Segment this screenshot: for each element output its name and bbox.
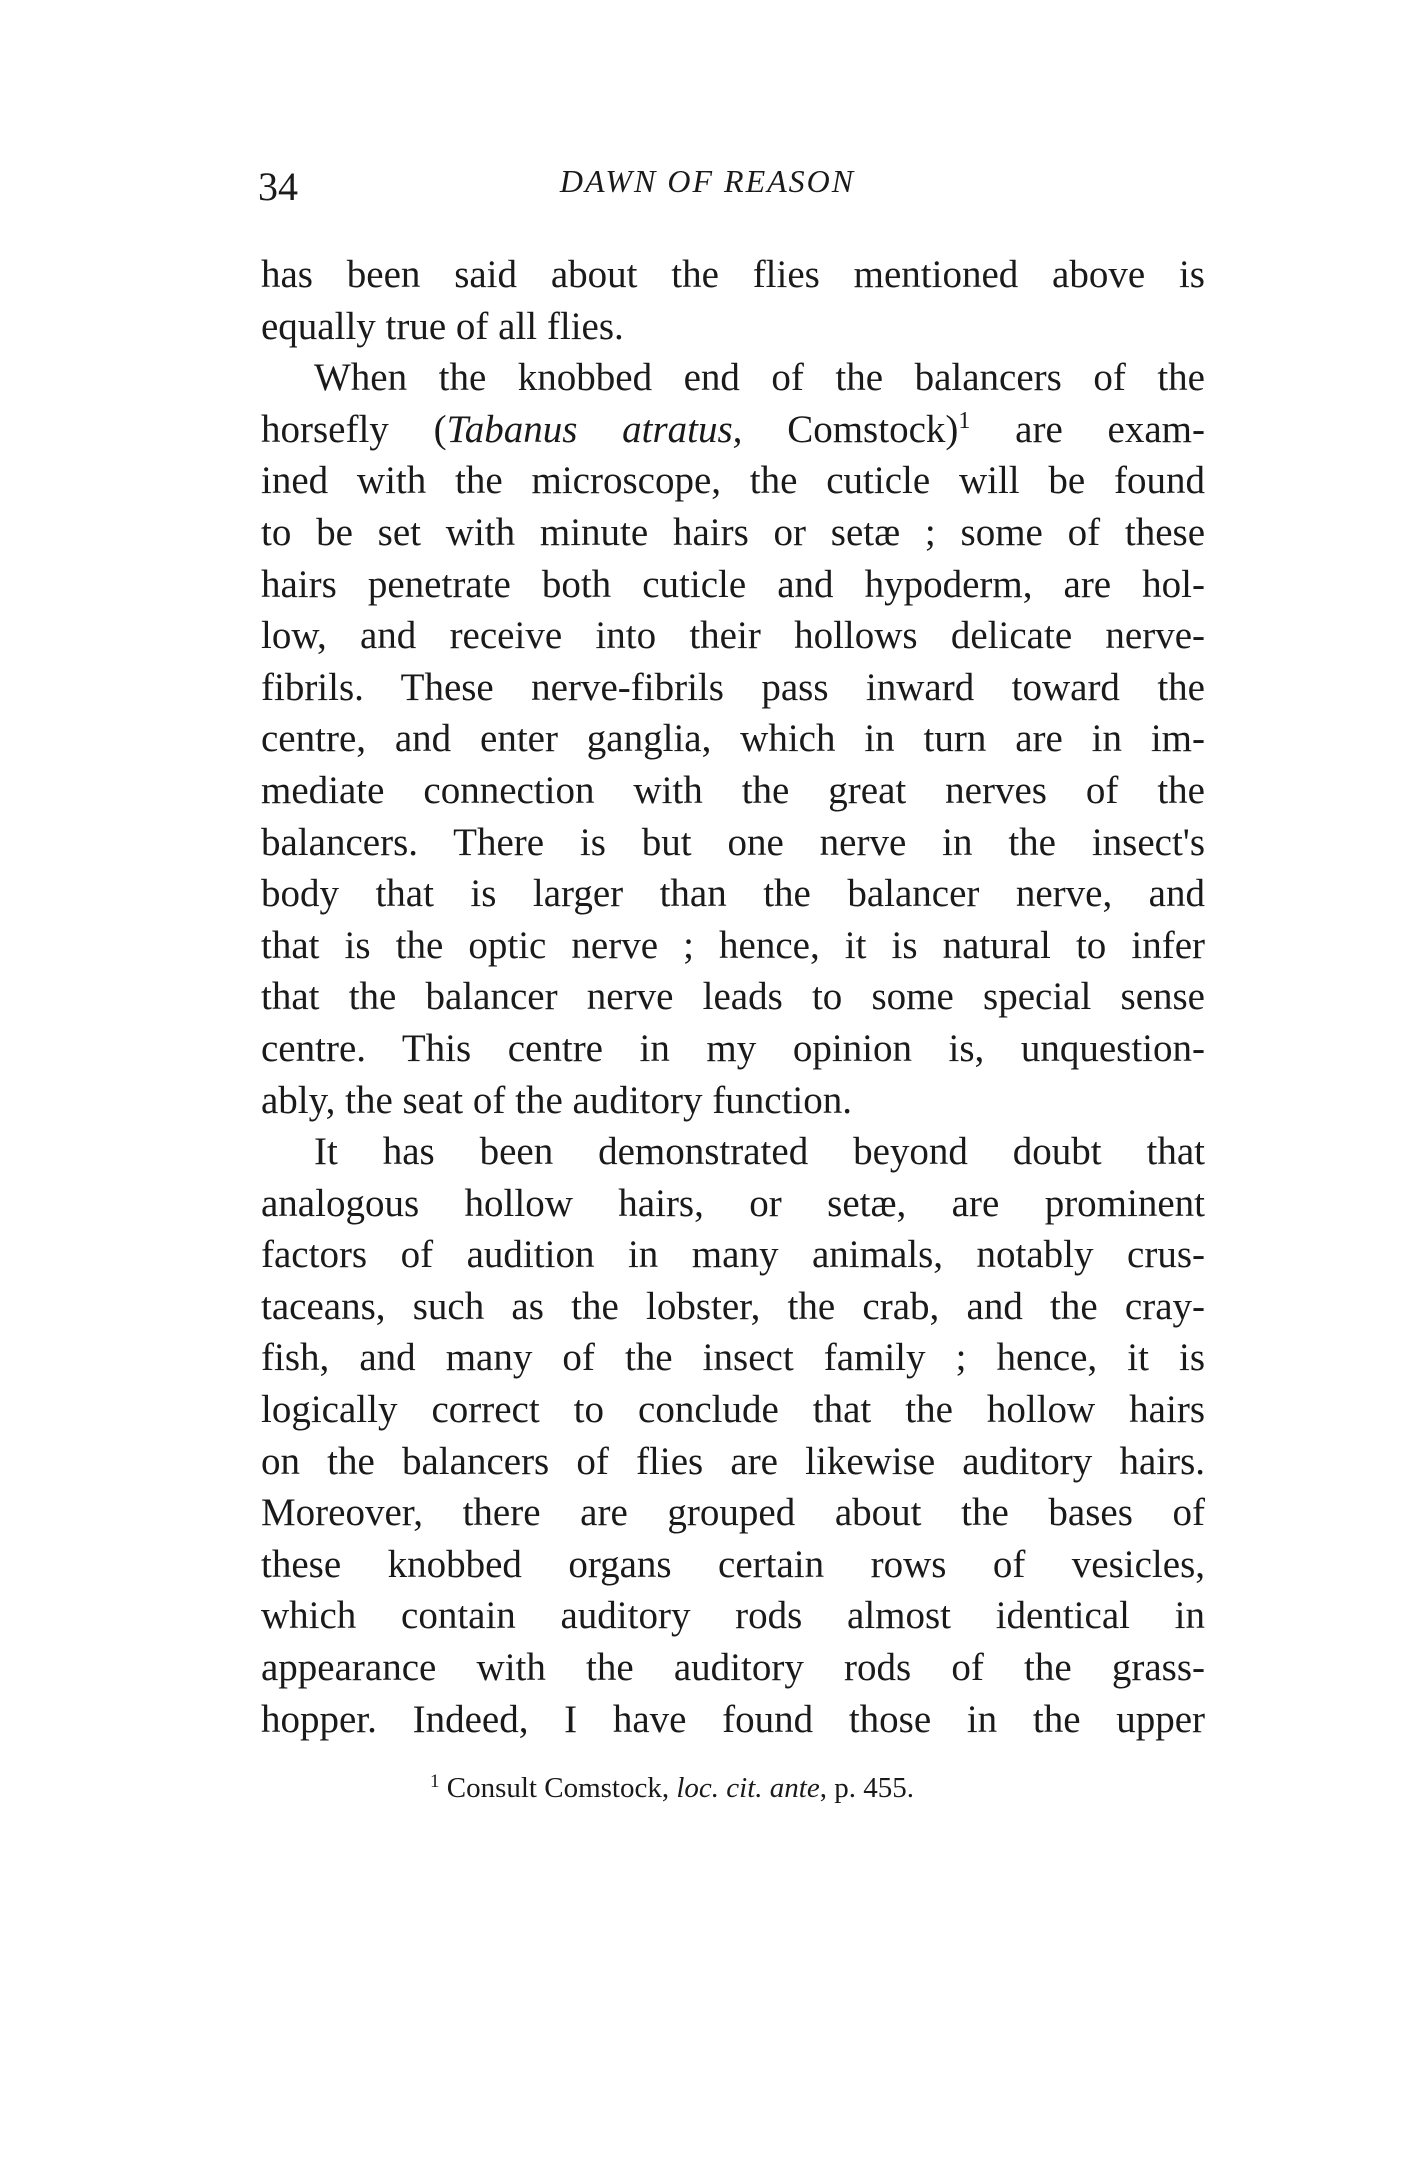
text-line: factors of audition in many animals, notably crus- [261, 1233, 1205, 1277]
footnote-page: , p. 455. [819, 1772, 914, 1804]
text-line: centre, and enter ganglia, which in turn are in im- [261, 717, 1205, 761]
text-line: centre. This centre in my opinion is, unquestion- [261, 1026, 1205, 1070]
text-line: hairs penetrate both cuticle and hypoderm, are hol- [261, 562, 1205, 606]
text-line: on the balancers of flies are likewise auditory hairs. [261, 1439, 1205, 1483]
text-fragment: Comstock) [742, 407, 959, 451]
text-line: When the knobbed end of the balancers of the [314, 356, 1205, 400]
text-line: mediate connection with the great nerves of the [261, 768, 1205, 812]
text-line: hopper. Indeed, I have found those in the upper [261, 1697, 1205, 1741]
footnote-citation: loc. cit. ante [676, 1772, 820, 1804]
text-line: that the balancer nerve leads to some special sense [261, 975, 1205, 1019]
running-title: DAWN OF REASON [559, 163, 856, 199]
text-line: ined with the microscope, the cuticle will be found [261, 459, 1205, 503]
body-text [261, 249, 1205, 1745]
text-line: that is the optic nerve ; hence, it is natural to infer [261, 923, 1205, 967]
text-line: fibrils. These nerve-fibrils pass inward toward the [261, 665, 1205, 709]
text-fragment: horsefly ( [261, 407, 447, 451]
text-fragment: are exam- [970, 407, 1205, 451]
text-line: appearance with the auditory rods of the grass- [261, 1646, 1205, 1690]
footnote-marker: 1 [430, 1771, 440, 1792]
page-number: 34 [258, 164, 298, 209]
species-name: Tabanus atratus, [446, 407, 743, 451]
footnote [430, 1772, 914, 1805]
text-line: taceans, such as the lobster, the crab, and the cray- [261, 1284, 1205, 1328]
text-line [261, 404, 1205, 456]
text-line: equally true of all flies. [261, 304, 624, 348]
text-line: body that is larger than the balancer nerve, and [261, 872, 1205, 916]
footnote-text: Consult Comstock, [439, 1772, 677, 1804]
text-line: to be set with minute hairs or setæ ; some of these [261, 510, 1205, 554]
text-line: Moreover, there are grouped about the bases of [261, 1491, 1205, 1535]
text-line: balancers. There is but one nerve in the insect's [261, 820, 1205, 864]
text-line: low, and receive into their hollows delicate nerve- [261, 614, 1205, 658]
text-line: has been said about the flies mentioned above is [261, 253, 1205, 296]
footnote-reference[interactable]: 1 [958, 407, 971, 434]
text-line: ably, the seat of the auditory function. [261, 1078, 852, 1122]
text-line: logically correct to conclude that the hollow hairs [261, 1388, 1205, 1432]
text-line: It has been demonstrated beyond doubt that [314, 1130, 1205, 1174]
text-line: fish, and many of the insect family ; hence, it is [261, 1336, 1205, 1380]
text-line: analogous hollow hairs, or setæ, are prominent [261, 1181, 1205, 1225]
text-line: these knobbed organs certain rows of vesicles, [261, 1542, 1205, 1586]
text-line: which contain auditory rods almost identical in [261, 1594, 1205, 1638]
